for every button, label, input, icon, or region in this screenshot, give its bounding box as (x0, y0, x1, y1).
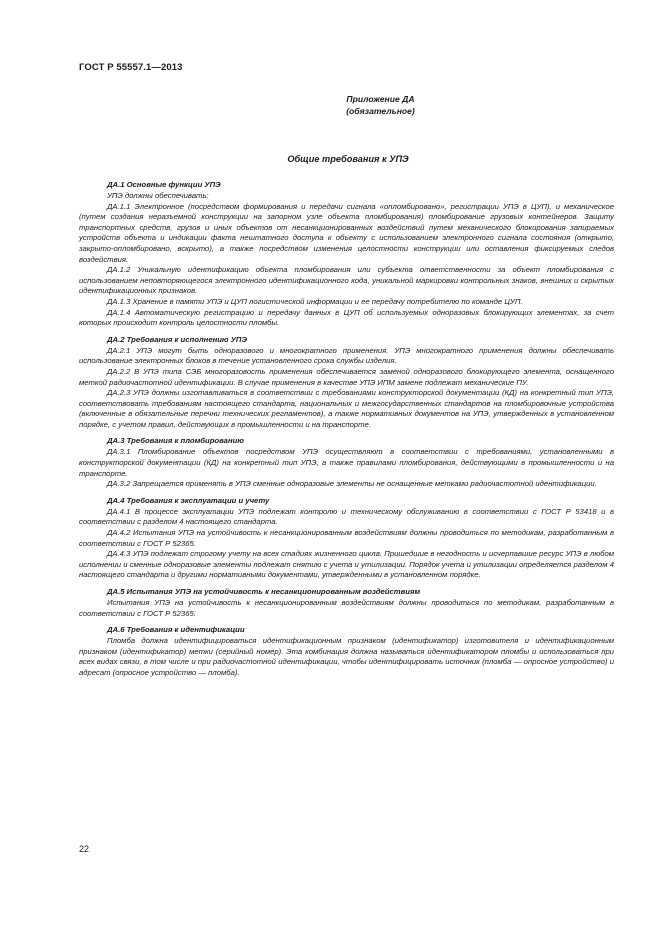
paragraph: ДА.3.2 Запрещается применять в УПЭ сменные одноразовые элементы не оснащенные метками радиочастотной идентификации. (107, 479, 597, 489)
paragraph: ДА.4.3 УПЭ подлежат строгому учету на всех стадиях жизненного цикла. Пришедшие в негодность и исчерпавшие ресурс УПЭ в любом исполнении и сменные одноразовые элементы подлежат снятию с учета и утилизации. Порядок учета и утилизации определяется разделом 4 настоящего стандарта и другими нормативными документами, утвержденными в установленном порядке. (79, 549, 614, 580)
paragraph: ДА.2.1 УПЭ могут быть одноразового и многократного применения. УПЭ многократного применения должны обеспечивать использование электронных блоков в течение установленного срока службы изделия. (79, 345, 614, 366)
appendix-block (0, 93, 661, 117)
paragraph: ДА.3.1 Пломбирование объектов посредством УПЭ осуществляют в соответствии с требованиями, установленными в конструкторской документации (КД) на конкретный тип УПЭ, а также правилами пломбирования, действующими в промышленности и на транспорте. (79, 447, 614, 478)
section-heading: ДА.3 Требования к пломбированию (107, 436, 244, 446)
section-heading: ДА.2 Требования к исполнению УПЭ (107, 334, 247, 344)
paragraph: ДА.2.2 В УПЭ типа СЭБ многоразовость применения обеспечивается заменой одноразового блокирующего элемента, оснащенного меткой радиочастотной идентификации. В случае применения в качестве УПЭ ИПМ замене подлежат механические ПУ. (79, 366, 614, 387)
document-body (79, 178, 614, 679)
section-heading: ДА.4 Требования к эксплуатации и учету (107, 495, 270, 505)
paragraph: УПЭ должны обеспечивать: (107, 191, 209, 200)
document-header-standard: ГОСТ Р 55557.1—2013 (79, 62, 183, 73)
section-heading: ДА.1 Основные функции УПЭ (107, 180, 221, 189)
paragraph: ДА.2.3 УПЭ должны изготавливаться в соответствии с требованиями конструкторской документации (КД) на конкретный тип УПЭ, соответствовать требованиям настоящего стандарта, национальных и межгосударственных стандартов на пломбировочные устройства (включенные в обязательные перечни технических регламентов), а также нормативных документов на УПЭ, утвержденных в установленном порядке, с учетом правил, действующих в промышленности и на транспорте. (79, 388, 614, 429)
section-heading: ДА.5 Испытания УПЭ на устойчивость к несанкционированным воздействиям (107, 587, 421, 596)
paragraph: ДА.1.1 Электронное (посредством формирования и передачи сигнала «опломбировано», регистрации УПЭ в ЦУП), и механическое (путем создания неразъемной конструкции на запорном узле объекта пломбирования) пломбирование грузовых контейнеров. Защиту транспортных средств, грузов и иных объектов от несанкционированных воздействий путем механического блокирования запираемых устройств объекта и индикации факта нештатного доступа к объекту с использованием электронного сигнала состояния (открыто, закрыто-опломбировано, вскрыто), а также посредством изменения целостности конструкции или оставления фиксируемых следов воздействия. (79, 201, 614, 264)
paragraph: ДА.1.4 Автоматическую регистрацию и передачу данных в ЦУП об используемых одноразовых блокирующих элементах, за счет которых происходит контроль целостности пломбы. (79, 307, 614, 328)
paragraph: ДА.4.1 В процессе эксплуатации УПЭ подлежат контролю и техническому обслуживанию в соответствии с ГОСТ Р 53418 и в соответствии с разделом 4 настоящего стандарта. (79, 506, 614, 527)
paragraph: ДА.4.2 Испытания УПЭ на устойчивость к несанкционированным воздействиям должны проводиться по методикам, разработанным в соответствии с ГОСТ Р 52365. (79, 528, 614, 548)
page-number: 22 (79, 844, 90, 854)
paragraph: Пломба должна идентифицироваться идентификационным признаком (идентификатор) изготовителя и идентификационным признаком (идентификатор) метки (серийный номер). Эта комбинация должна называться идентификатором пломбы и использоваться при всех видах связи, в том числе и при радиочастотной идентификации, чтобы идентифицировать источник (пломба — опросное устройство) и адресат (опросное устройство — пломба). (79, 636, 614, 677)
paragraph: ДА.1.3 Хранение в памяти УПЭ и ЦУП логистической информации и ее передачу потребителю по команде ЦУП. (107, 296, 523, 306)
page-title: Общие требования к УПЭ (287, 154, 409, 164)
section-heading: ДА.6 Требования к идентификации (107, 625, 245, 635)
appendix-title: Приложение ДА (346, 94, 415, 104)
paragraph: ДА.1.2 Уникальную идентификацию объекта пломбирования или субъекта ответственности за объект пломбирования с использованием неповторяющегося электронного идентификационного кода, уникальной маркировки контрольных знаков, внешних и скрытых идентификационных признаков. (79, 265, 614, 296)
appendix-status: (обязательное) (346, 106, 415, 116)
paragraph: Испытания УПЭ на устойчивость к несанкционированным воздействиям должны проводиться по методикам, разработанным в соответствии с ГОСТ Р 52365. (79, 598, 614, 618)
